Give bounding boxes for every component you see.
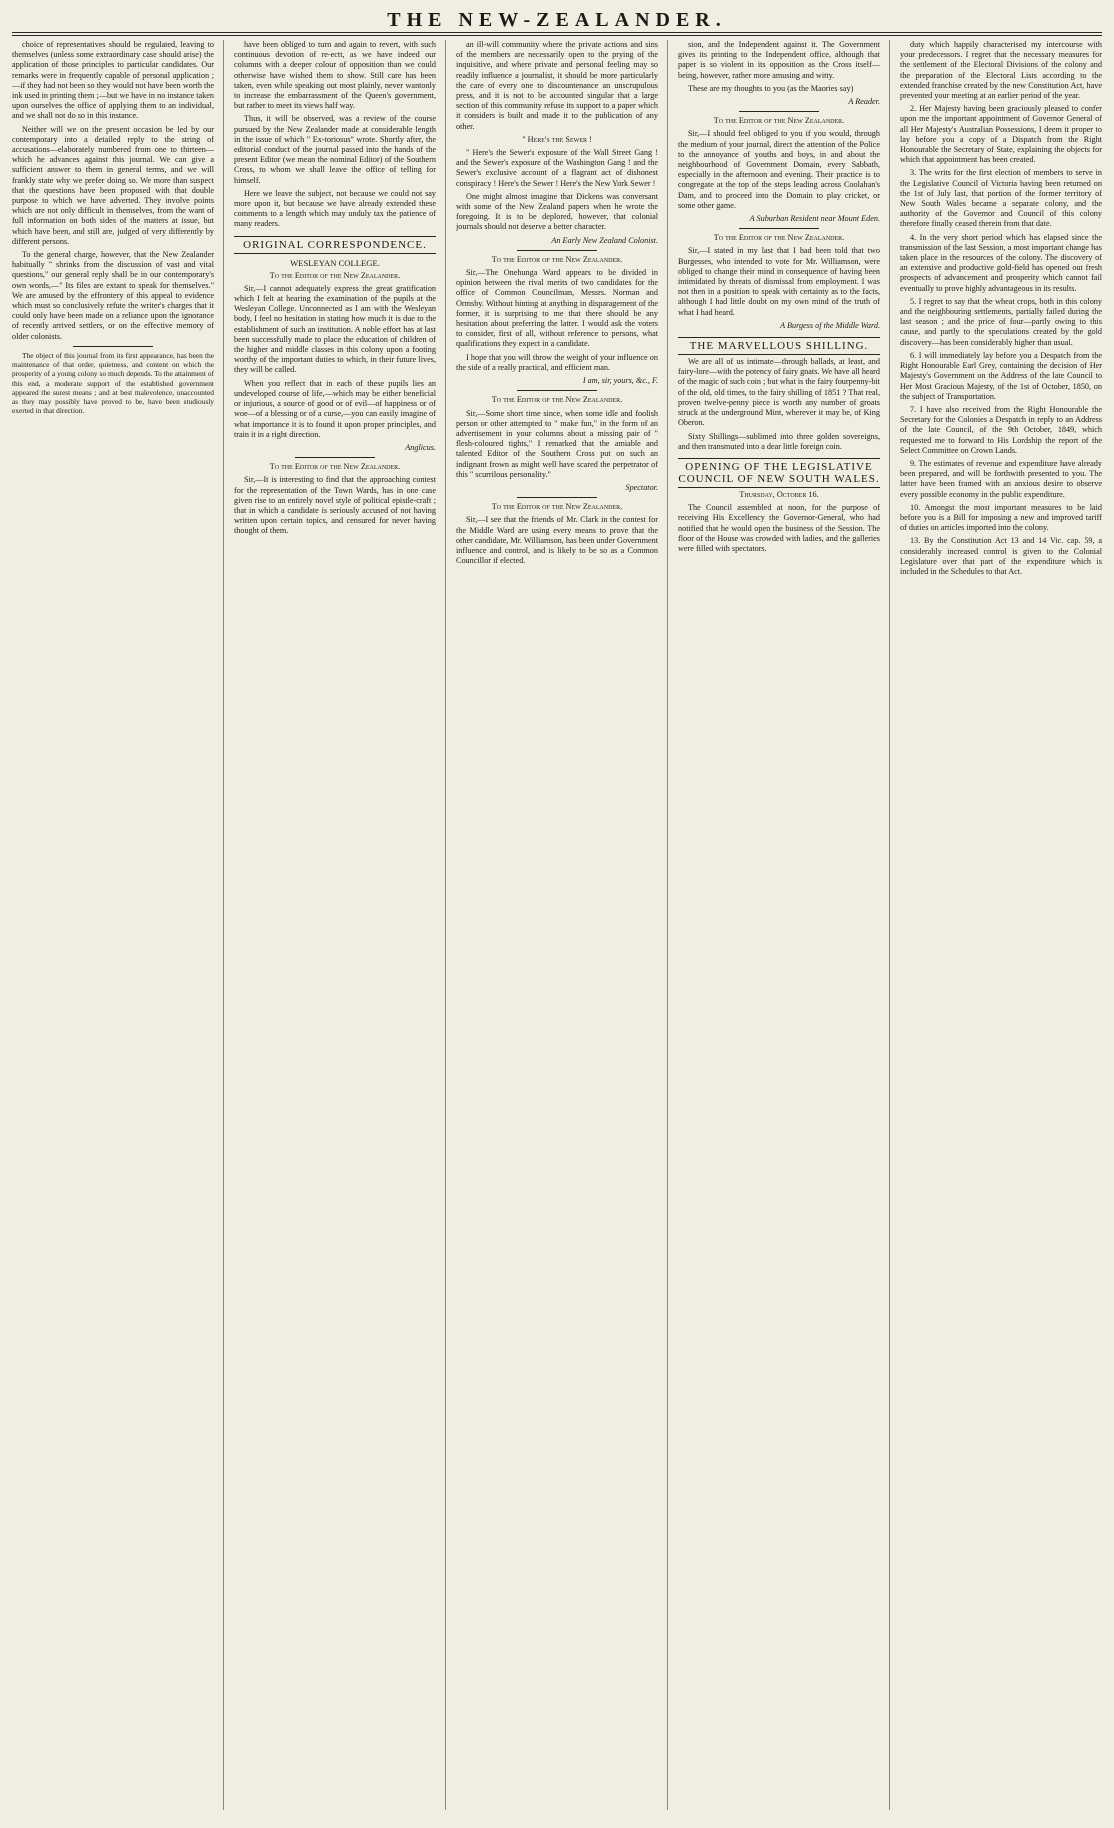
section-heading-shilling: THE MARVELLOUS SHILLING. bbox=[678, 337, 880, 355]
section-heading-correspondence: ORIGINAL CORRESPONDENCE. bbox=[234, 236, 436, 254]
separator bbox=[739, 111, 820, 112]
paragraph: Thus, it will be observed, was a review of the course pursued by the New Zealander made at considerable length in the issue of which " Ex-toriosus" wrote. Shortly after, the editorial conduct of the journal passed into the hands of the present Editor (we mean the nominal Editor) of the Southern Cross, to whom we shall leave the office of telling for himself. bbox=[234, 114, 436, 185]
letter-signature: A Reader. bbox=[848, 97, 880, 107]
letter-salutation: To the Editor of the New Zealander. bbox=[491, 254, 623, 264]
letter-signature: Anglicus. bbox=[405, 442, 436, 452]
letter-signature: Spectator. bbox=[625, 482, 658, 492]
paragraph: To the general charge, however, that the New Zealander habitually " shrinks from the discussion of vast and vital questions," our general reply shall be in our contemporary's own words,—" Its files are extant to speak for themselves." We are amused by the effrontery of this appeal to evidence which must so conclusively refute the writer's charges that it could only have been made on a reliance upon the ignorance of recently arrived settlers, or on the effective memory of older colonists. bbox=[12, 250, 214, 341]
dateline: Thursday, October 16. bbox=[739, 489, 819, 499]
paragraph: Sir,—I should feel obliged to you if you would, through the medium of your journal, direct the attention of the Police to the annoyance of youths and boys, in and about the neighbourhood of Government Domain, every Sabbath, especially in the afternoon and evening. Their practice is to congregate at the top of the steps leading across Coolahan's Dam, and to proceed into the Domain to play cricket, or some other game. bbox=[678, 129, 880, 210]
paragraph: choice of representatives should be regulated, leaving to themselves (unless some extraordinary case should arise) the application of those principles to particular candidates. Our remarks were in frequently capable of personal application ;—if they had not been so they would not have been worth the ink used in printing them ;—but we have in no instance taken upon ourselves the office of applying them to an individual, and we shall not do so in this instance. bbox=[12, 40, 214, 121]
paragraph: Sixty Shillings—sublimed into three golden sovereigns, and then transmuted into a dear little foreign coin. bbox=[678, 431, 880, 451]
column-5 bbox=[900, 40, 1102, 1810]
paragraph: These are my thoughts to you (as the Maories say) bbox=[688, 83, 854, 93]
paragraph: One might almost imagine that Dickens was conversant with some of the New Zealand papers when he wrote the foregoing. It is to be deplored, however, that colonial journals should not deserve a better character. bbox=[456, 191, 658, 232]
paragraph: " Here's the Sewer's exposure of the Wall Street Gang ! and the Sewer's exposure of the Washington Gang ! and the Sewer's exclusive account of a flagrant act of dishonest conspiracy ! Here's the Sewer ! Here's the New York Sewer ! bbox=[456, 148, 658, 188]
paragraph: sion, and the Independent against it. The Government gives its printing to the Independent office, although that paper is so violent in its opposition as the Cross itself—being, however, rather more amusing and witty. bbox=[678, 40, 880, 80]
paragraph: Sir,—I stated in my last that I had been told that two Burgesses, who intended to vote for Mr. Williamson, were obliged to change their mind in consequence of having been intimidated by threats of dismissal from employment. I was not then in a position to speak with certainty as to the facts, although I had little doubt on my own mind of the truth of what I had heard. bbox=[678, 246, 880, 317]
columns bbox=[12, 40, 1102, 1810]
paragraph: 6. I will immediately lay before you a Despatch from the Right Honourable Earl Grey, containing the decision of Her Majesty's Government on the Address of the late Council to Her Most Gracious Majesty, of the 1st of October, 1850, on the subject of Transportation. bbox=[900, 350, 1102, 401]
section-heading-legislative-council: OPENING OF THE LEGISLATIVE COUNCIL OF NEW SOUTH WALES. bbox=[678, 458, 880, 488]
letter-signature: A Burgess of the Middle Ward. bbox=[780, 320, 880, 330]
paragraph: Sir,—It is interesting to find that the approaching contest for the representation of the Town Wards, has in one case given rise to an entirely novel style of political epistle-craft ; that in which a candidate is seriously accused of not having written upon certain topics, and censured for never having thought of them. bbox=[234, 475, 436, 536]
paragraph: We are all of us intimate—through ballads, at least, and fairy-lore—with the potency of fairy gnats. We have all heard of the magic of such coin ; but what is the fairy fourpenny-bit of the old, old times, to the fairy shilling of 1851 ? That real, proven twelve-penny piece is worth any number of groats struck at the underground Mint, wherever it may be, of King Oberon. bbox=[678, 357, 880, 428]
masthead-rule-thin bbox=[12, 35, 1102, 36]
paragraph: Sir,—I see that the friends of Mr. Clark in the contest for the Middle Ward are using every means to prove that the other candidate, Mr. Williamson, has been under Government influence and control, and is likely to be so as a Common Councillor if elected. bbox=[456, 515, 658, 566]
separator bbox=[517, 390, 598, 391]
paragraph: 3. The writs for the first election of members to serve in the Legislative Council of Victoria having been returned on the 1st of July last, that portion of the former territory of New South Wales became a separate colony, and the authority of the Governor and Council of this colony therefore finally ceased therein from that date. bbox=[900, 168, 1102, 229]
paragraph: Sir,—I cannot adequately express the great gratification which I felt at hearing the examination of the pupils at the Wesleyan College. Unconnected as I am with the Wesleyan body, I feel no hesitation in stating how much it is due to the establishment of such an institution. A noble effort has at last been successfully made to place the education of children of the higher and middle classes in this colony upon a footing worthy of the important duties to which, in their future lives, they will be called. bbox=[234, 283, 436, 375]
column-3 bbox=[456, 40, 668, 1810]
separator bbox=[517, 497, 598, 498]
letter-salutation: To the Editor of the New Zealander. bbox=[491, 502, 623, 512]
letter-signature: A Suburban Resident near Mount Eden. bbox=[749, 214, 880, 224]
letter-salutation: To the Editor of the New Zealander. bbox=[491, 395, 623, 405]
paragraph: 10. Amongst the most important measures to be laid before you is a Bill for imposing a new and improved tariff of duties on articles imported into the colony. bbox=[900, 502, 1102, 533]
letter-salutation: To the Editor of the New Zealander. bbox=[713, 116, 845, 126]
letter-salutation: To the Editor of the New Zealander. bbox=[269, 270, 401, 280]
paragraph: duty which happily characterised my intercourse with your predecessors. I regret that the necessary measures for the settlement of the Electoral Divisions of the colony and the preparation of the Electoral Lists according to the extended franchise created by the new Constitution Act, have prevented your meeting at an earlier period of the year. bbox=[900, 40, 1102, 101]
column-2 bbox=[234, 40, 446, 1810]
paragraph: 13. By the Constitution Act 13 and 14 Vic. cap. 59, a considerably increased control is given to the Colonial Legislature over that part of the expenditure which is included in the Schedules to that Act. bbox=[900, 536, 1102, 576]
paragraph: 5. I regret to say that the wheat crops, both in this colony and the neighbouring settlements, partially failed during the last season ; and the price of four—partly owing to this cause, and partly to the speculations created by the gold discovery—has been considerably higher than usual. bbox=[900, 296, 1102, 347]
paragraph: Sir,—Some short time since, when some idle and foolish person or other attempted to " make fun," in the form of an advertisement in your columns about a missing pair of " flesh-coloured tights," I remarked that the amiable and talented Editor of the Southern Cross put on such an indignant frown as might well have scared the perpetrator of this " scurrilous personality." bbox=[456, 408, 658, 479]
masthead-rule bbox=[12, 32, 1102, 33]
paragraph: 9. The estimates of revenue and expenditure have already been prepared, and will be forthwith presented to you. The latter have been framed with an anxious desire to observe every possible economy in the public expenditure. bbox=[900, 458, 1102, 499]
letter-signature: I am, sir, yours, &c., F. bbox=[582, 376, 658, 386]
paragraph: The Council assembled at noon, for the purpose of receiving His Excellency the Governor-General, who had notified that he would open the business of the Session. The floor of the House was crowded with ladies, and the galleries were filled with spectators. bbox=[678, 503, 880, 553]
paragraph: 7. I have also received from the Right Honourable the Secretary for the Colonies a Despatch in reply to an Address of the late Council, of the 9th October, 1849, which requested me to forward to His Lordship the report of the Select Committee on Crown Lands. bbox=[900, 404, 1102, 455]
separator bbox=[73, 346, 154, 347]
paragraph: 2. Her Majesty having been graciously pleased to confer upon me the important appointment of Governor General of all Her Majesty's Australian Possessions, I deem it proper to lay before you a copy of a Dispatch from the Right Honourable the Secretary of State, explaining the objects for which that appointment has been created. bbox=[900, 104, 1102, 165]
column-1 bbox=[12, 40, 224, 1810]
paragraph: Sir,—The Onehunga Ward appears to be divided in opinion between the rival merits of two candidates for the office of Common Councilman, Messrs. Norman and Ormsby. Without hinting at anything in disparagement of the former, it is surprising to me that there should be any hesitation about preferring the latter. I would ask the voters to consider, first of all, without reference to persons, what qualifications they expect in a candidate. bbox=[456, 268, 658, 349]
column-4 bbox=[678, 40, 890, 1810]
paragraph: When you reflect that in each of these pupils lies an undeveloped course of life,—which may be either beneficial or injurious, a source of good or of evil—of happiness or of woe—of a blessing or of a curse,—you can easily imagine of what importance it is to found it upon proper principles, and train it in a right direction. bbox=[234, 378, 436, 439]
masthead: THE NEW-ZEALANDER. bbox=[387, 9, 727, 31]
paragraph: 4. In the very short period which has elapsed since the transmission of the last Session, a most important change has taken place in the resources of the colony. The discovery of an extensive and productive gold-field has opened out fresh prospects of advancement and prosperity which cannot fail eventually to prove highly advantageous in its results. bbox=[900, 232, 1102, 293]
paragraph: Here we leave the subject, not because we could not say more upon it, but because we have already extended these comments to a length which may unduly tax the patience of many readers. bbox=[234, 188, 436, 229]
quote-heading: " Here's the Sewer ! bbox=[522, 134, 592, 144]
paragraph: Neither will we on the present occasion be led by our contemporary into a detailed reply to the string of accusations—elaborately numbered from one to thirteen—which he advances against this journal. We can give a sufficient answer to them in general terms, and we will frankly state why we prefer doing so. We more than suspect that the questions have been proposed with that double purpose to which we have adverted. They involve points which are not only difficult in themselves, from the want of full information on both sides of the matters at issue, but which have been, and still are, judged of very differently by different persons. bbox=[12, 124, 214, 246]
letter-signature: An Early New Zealand Colonist. bbox=[551, 235, 658, 245]
separator bbox=[517, 250, 598, 251]
paragraph: an ill-will community where the private actions and sins of the members are necessarily open to the prying of the inquisitive, and where private and personal feeling may so readily influence a journalist, it should be more particularly the care of every one to discountenance an unscrupulous press, and it is not to be accounted singular that a large section of this community refuse its support to a paper which it considers is built and made it to the publication of any other. bbox=[456, 40, 658, 131]
article-heading-wesleyan: WESLEYAN COLLEGE. bbox=[290, 257, 380, 268]
paragraph: have been obliged to turn and again to revert, with such continuous devotion of re-ectt, as we have indeed our columns with a deeper colour of opposition than we could otherwise have wished them to show. Still care has been taken, even while speaking out most plainly, never wantonly to increase the embarrassment of the Queen's government, but rather to meet its views half way. bbox=[234, 40, 436, 111]
letter-salutation: To the Editor of the New Zealander. bbox=[269, 462, 401, 472]
letter-salutation: To the Editor of the New Zealander. bbox=[713, 233, 845, 243]
separator bbox=[739, 228, 820, 229]
paragraph: I hope that you will throw the weight of your influence on the side of a really practical, and efficient man. bbox=[456, 352, 658, 372]
separator bbox=[295, 457, 376, 458]
footnote: The object of this journal from its first appearance, has been the maintenance of that order, quietness, and content on which the prosperity of a young colony so much depends. To the attainment of this end, a moderate support of the established government appeared the surest means ; and at best malevolence, unaccounted as they may possibly have proved to be, have been studiously exerted in that direction. bbox=[12, 350, 214, 416]
